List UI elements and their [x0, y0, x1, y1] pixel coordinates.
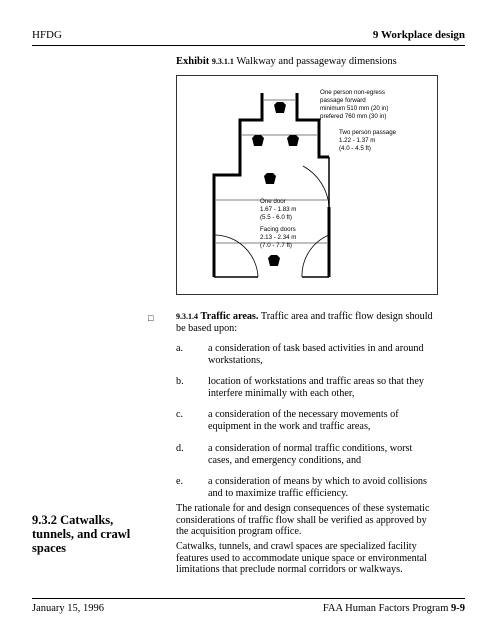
- footer-rule: [32, 598, 465, 599]
- traffic-title: Traffic areas.: [200, 311, 259, 322]
- page-number: 9-9: [451, 603, 465, 614]
- walkway-diagram: [176, 75, 438, 295]
- section-paragraph: Catwalks, tunnels, and crawl spaces are specialized facility features used to accommodate unique space or environmental limitations that preclude normal corridors or walkways.: [176, 541, 427, 575]
- person-icon: [287, 135, 299, 146]
- single-passage-line2: passage forward: [320, 97, 366, 104]
- exhibit-label: Exhibit: [176, 56, 210, 67]
- facing-doors-line2: 2.13 - 2.34 m: [260, 234, 297, 241]
- traffic-number: 9.3.1.4: [176, 312, 198, 321]
- list-item: [176, 376, 438, 399]
- footer-right: [323, 603, 465, 614]
- list-item-text: a consideration of the necessary movements of equipment in the work and traffic areas,: [208, 409, 399, 432]
- list-item-letter: b.: [176, 376, 184, 387]
- list-item-text: a consideration of means by which to avoid collisions and to maximize traffic efficiency.: [208, 476, 427, 499]
- header-right: 9 Workplace design: [372, 29, 465, 41]
- two-passage-line2: 1.22 - 1.37 m: [339, 137, 376, 144]
- list-item-text: a consideration of normal traffic conditions, worst cases, and emergency conditions, and: [208, 443, 413, 466]
- list-item-letter: d.: [176, 443, 184, 454]
- rationale-paragraph: The rationale for and design consequences of these systematic considerations of traffic flow shall be verified as approved by the acquisition program office.: [176, 503, 430, 537]
- exhibit-title: Walkway and passageway dimensions: [236, 56, 397, 67]
- list-item: [176, 409, 438, 432]
- list-item-letter: c.: [176, 409, 184, 420]
- list-item: [176, 343, 438, 366]
- facing-doors-line3: (7.0 - 7.7 ft): [260, 242, 292, 249]
- two-passage-line3: (4.0 - 4.5 ft): [339, 145, 371, 152]
- header-rule: [32, 45, 465, 46]
- list-item-letter: e.: [176, 476, 184, 487]
- list-item-text: a consideration of task based activities in and around workstations,: [208, 343, 424, 366]
- header-left: HFDG: [32, 29, 62, 41]
- exhibit-number: 9.3.1.1: [211, 57, 234, 66]
- list-item: [176, 476, 438, 499]
- list-item-letter: a.: [176, 343, 184, 354]
- two-passage-line1: Two person passage: [339, 129, 397, 136]
- single-passage-line3: minimum 510 mm (20 in): [320, 105, 389, 112]
- traffic-intro: Traffic area and traffic flow design should be based upon:: [176, 311, 433, 334]
- person-icon: [274, 102, 286, 113]
- facing-doors-line1: Facing doors: [260, 226, 296, 233]
- one-door-line2: 1.67 - 1.83 m: [260, 206, 297, 213]
- single-passage-line4: prefered 760 mm (30 in): [320, 113, 387, 120]
- traffic-paragraph: [176, 311, 438, 334]
- section-heading: 9.3.2 Catwalks, tunnels, and crawl spaces: [32, 513, 131, 555]
- person-icon: [268, 255, 280, 266]
- one-door-line3: (5.5 - 6.0 ft): [260, 214, 292, 221]
- requirement-checkbox-icon: □: [148, 313, 154, 323]
- footer-date: January 15, 1996: [32, 603, 105, 614]
- person-icon: [264, 173, 276, 184]
- footer-program: FAA Human Factors Program: [322, 603, 449, 614]
- person-icon: [252, 135, 264, 146]
- exhibit-caption: [176, 56, 397, 67]
- list-item-text: location of workstations and traffic areas so that they interfere minimally with each other,: [208, 376, 424, 399]
- list-item: [176, 443, 438, 466]
- one-door-line1: One door: [260, 198, 286, 205]
- single-passage-line1: One person non-egress: [320, 89, 386, 96]
